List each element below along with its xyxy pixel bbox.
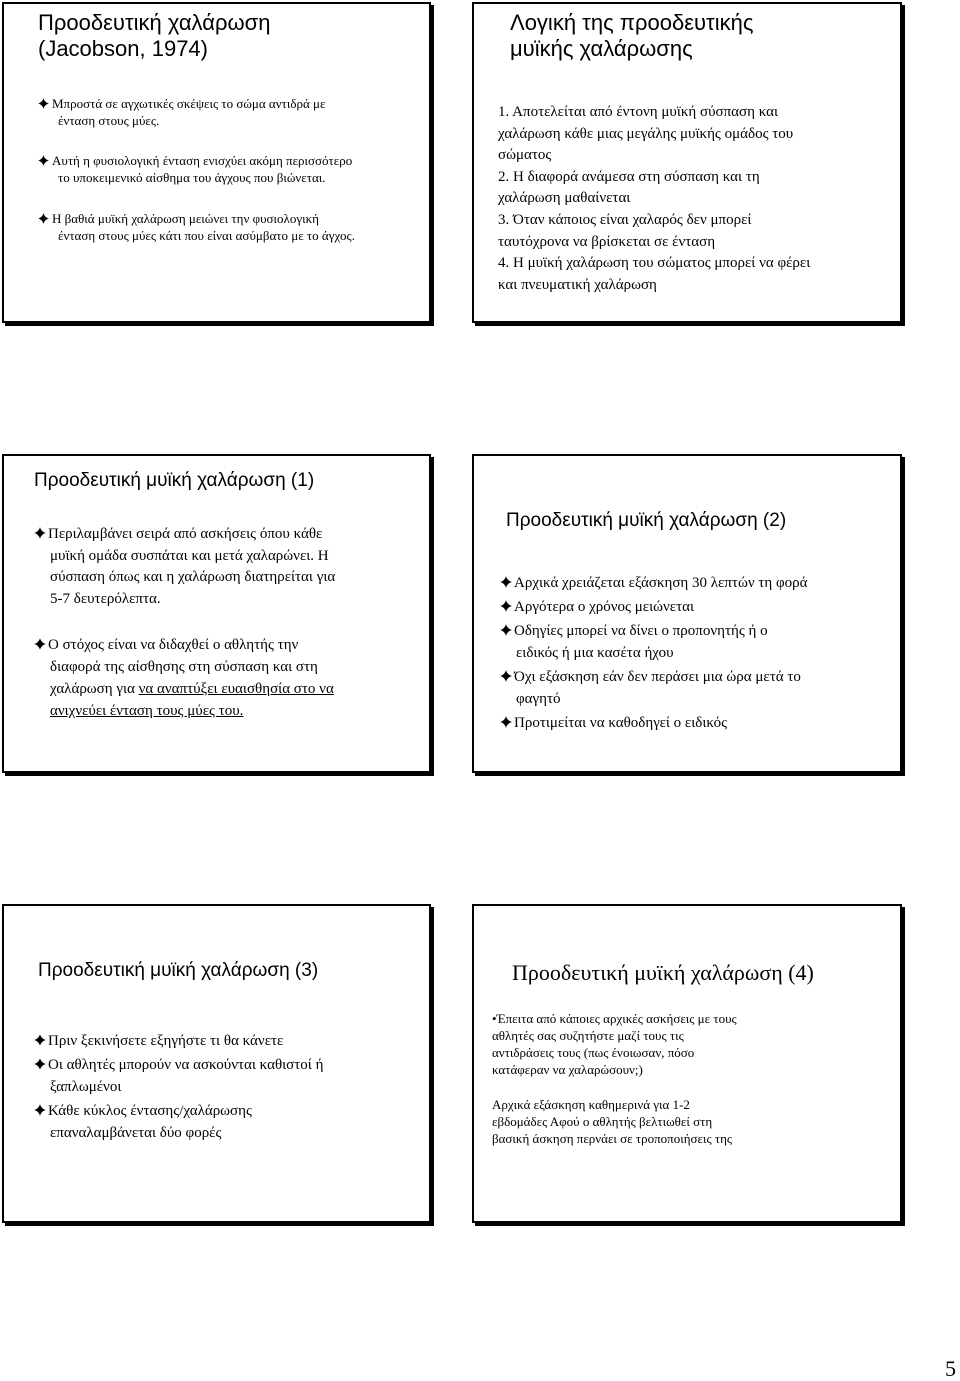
bullet-item [500, 572, 807, 594]
slide-title: Προοδευτική μυϊκή χαλάρωση (1) [34, 470, 315, 491]
paragraph-text: αθλητές σας συζητήστε μαζί τους τις [492, 1028, 684, 1043]
bullet-text: επαναλαμβάνεται δύο φορές [50, 1125, 222, 1141]
list-line: 1. Αποτελείται από έντονη μυϊκή σύσπαση και [498, 104, 779, 120]
title-line: Προοδευτική χαλάρωση [38, 10, 271, 35]
list-line: ταυτόχρονα να βρίσκεται σε ένταση [498, 233, 716, 250]
bullet-list [34, 1030, 323, 1144]
list-line: 2. Η διαφορά ανάμεσα στη σύσπαση και τη [498, 168, 760, 185]
slide-title [510, 10, 753, 63]
paragraph [34, 524, 335, 610]
slide-4 [472, 454, 902, 773]
bullet-text: Αυτή η φυσιολογική ένταση ενισχύει ακόμη περισσότερο [52, 153, 353, 168]
diamond-bullet-icon [34, 634, 48, 656]
list-line: και πνευματική χαλάρωση [498, 276, 657, 293]
title-line: (Jacobson, 1974) [38, 36, 208, 62]
list-line: σώματος [498, 147, 552, 164]
underlined-text: να αναπτύξει ευαισθησία στο να [138, 681, 334, 697]
bullet-item [34, 1030, 323, 1052]
bullet-item [500, 596, 807, 618]
paragraph [492, 1096, 732, 1147]
bullet-text: ξαπλωμένοι [50, 1079, 122, 1095]
diamond-bullet-icon [500, 712, 514, 734]
bullet-item [38, 211, 355, 245]
list-line: 3. Όταν κάποιος είναι χαλαρός δεν μπορεί [498, 211, 752, 228]
bullet-text: Οι αθλητές μπορούν να ασκούνται καθιστοί ή [48, 1057, 324, 1073]
paragraph-text: βασική άσκηση περνάει σε τροποποιήσεις της [492, 1131, 733, 1146]
diamond-bullet-icon [34, 524, 48, 546]
bullet-item [500, 712, 807, 734]
bullet-item [38, 96, 325, 130]
slide-6 [472, 904, 902, 1223]
bullet-item [500, 666, 807, 710]
bullet-text: το υποκειμενικό αίσθημα του άγχους που βιώνεται. [58, 169, 326, 185]
bullet-item [500, 620, 807, 664]
paragraph-text: αντιδράσεις τους (πως ένοιωσαν, πόσο [492, 1045, 695, 1060]
paragraph [34, 634, 334, 722]
underlined-text: ανιχνεύει ένταση τους μύες του. [50, 703, 244, 719]
bullet-item [38, 153, 352, 187]
bullet-item [34, 1054, 323, 1098]
paragraph-text: διαφορά της αίσθησης στη σύσπαση και στη [50, 659, 318, 675]
diamond-bullet-icon [500, 666, 514, 688]
slide-3 [2, 454, 431, 773]
diamond-bullet-icon [500, 620, 514, 642]
bullet-text: φαγητό [516, 691, 561, 707]
diamond-bullet-icon [38, 211, 52, 228]
paragraph-text: εβδομάδες Αφού ο αθλητής βελτιωθεί στη [492, 1114, 713, 1129]
bullet-text: Αργότερα ο χρόνος μειώνεται [514, 599, 694, 615]
diamond-bullet-icon [38, 153, 52, 170]
bullet-text: Προτιμείται να καθοδηγεί ο ειδικός [514, 715, 728, 731]
list-line: χαλάρωση κάθε μιας μεγάλης μυϊκής ομάδος του [498, 125, 794, 142]
bullet-text: ένταση στους μύες. [58, 112, 160, 128]
diamond-bullet-icon [38, 96, 52, 113]
diamond-bullet-icon [500, 572, 514, 594]
bullet-text: Η βαθιά μυϊκή χαλάρωση μειώνει την φυσιολογική [52, 211, 319, 226]
paragraph-text: Έπειτα από κάποιες αρχικές ασκήσεις με τους [496, 1011, 737, 1026]
bullet-text: Κάθε κύκλος έντασης/χαλάρωσης [48, 1103, 252, 1119]
bullet-item [34, 1100, 323, 1144]
paragraph-text: χαλάρωση για [50, 681, 139, 697]
paragraph-text: 5-7 δευτερόλεπτα. [50, 590, 161, 607]
diamond-bullet-icon [34, 1100, 48, 1122]
slide-title: Προοδευτική μυϊκή χαλάρωση (4) [512, 960, 814, 985]
paragraph-text: Περιλαμβάνει σειρά από ασκήσεις όπου κάθε [48, 526, 323, 542]
bullet-text: Μπροστά σε αγχωτικές σκέψεις το σώμα αντιδρά με [52, 96, 326, 111]
title-line: Λογική της προοδευτικής [510, 10, 754, 35]
bullet-text: ένταση στους μύες κάτι που είναι ασύμβατο με το άγχος. [58, 227, 355, 243]
bullet-text: Αρχικά χρειάζεται εξάσκηση 30 λεπτών τη φορά [514, 575, 808, 591]
diamond-bullet-icon [34, 1030, 48, 1052]
numbered-list [498, 102, 810, 296]
bullet-text: ειδικός ή μια κασέτα ήχου [516, 645, 674, 661]
paragraph-text: κατάφεραν να χαλαρώσουν;) [492, 1062, 643, 1077]
slide-1 [2, 2, 431, 323]
paragraph-text: Αρχικά εξάσκηση καθημερινά για 1-2 [492, 1097, 690, 1112]
bullet-text: Οδηγίες μπορεί να δίνει ο προπονητής ή ο [514, 623, 768, 639]
paragraph-text: Ο στόχος είναι να διδαχθεί ο αθλητής την [48, 637, 299, 653]
paragraph-text: σύσπαση όπως και η χαλάρωση διατηρείται για [50, 569, 336, 585]
slide-2 [472, 2, 902, 323]
list-line: 4. Η μυϊκή χαλάρωση του σώματος μπορεί να φέρει [498, 255, 811, 272]
bullet-list [500, 572, 807, 734]
page-number: 5 [945, 1356, 956, 1381]
paragraph-text: μυϊκή ομάδα συσπάται και μετά χαλαρώνει. Η [50, 547, 329, 564]
paragraph [492, 1010, 737, 1078]
diamond-bullet-icon [34, 1054, 48, 1076]
slide-5 [2, 904, 431, 1223]
slide-title [38, 10, 270, 63]
bullet-text: Όχι εξάσκηση εάν δεν περάσει μια ώρα μετά το [514, 669, 801, 685]
bullet-text: Πριν ξεκινήσετε εξηγήστε τι θα κάνετε [48, 1033, 284, 1049]
slide-title: Προοδευτική μυϊκή χαλάρωση (2) [506, 510, 787, 531]
diamond-bullet-icon [500, 596, 514, 618]
bullet-dot-icon: • [492, 1011, 497, 1026]
slide-title: Προοδευτική μυϊκή χαλάρωση (3) [38, 960, 319, 981]
title-line: μυϊκής χαλάρωσης [510, 36, 693, 62]
list-line: χαλάρωση μαθαίνεται [498, 190, 631, 207]
